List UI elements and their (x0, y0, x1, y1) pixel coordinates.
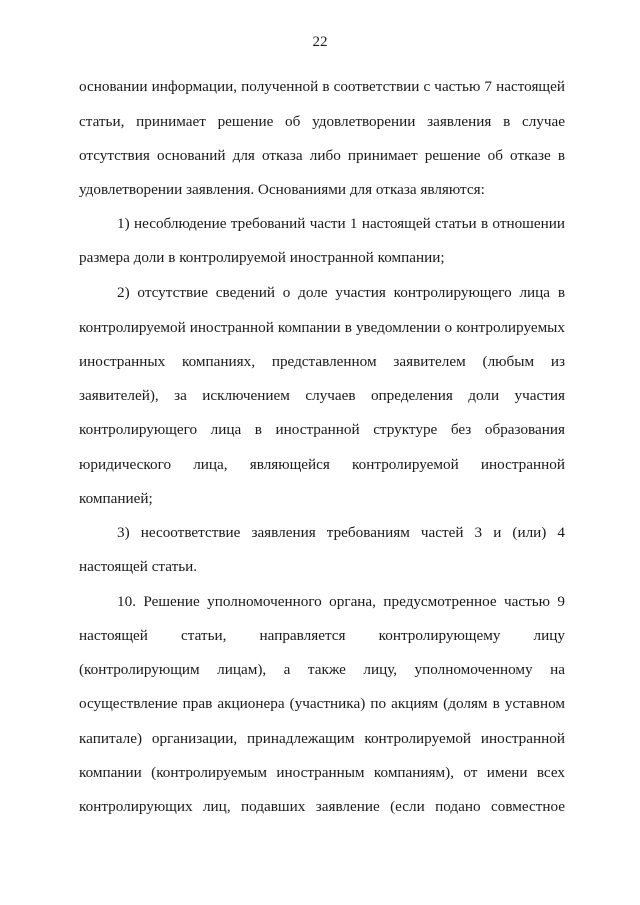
text-line: иностранных компаниях, представленном заявителем (любым из (79, 353, 565, 370)
text-line: контролирующего лица в иностранной структуре без образования (79, 421, 565, 438)
text-line: отсутствия оснований для отказа либо принимает решение об отказе в (79, 147, 565, 164)
text-line: (контролирующим лицам), а также лицу, уполномоченному на (79, 661, 565, 678)
text-line: контролирующих лиц, подавших заявление (если подано совместное (79, 798, 565, 815)
text-line: 10. Решение уполномоченного органа, предусмотренное частью 9 (117, 593, 565, 610)
text-line: компании (контролируемым иностранным компаниям), от имени всех (79, 764, 565, 781)
text-line: заявителей), за исключением случаев определения доли участия (79, 387, 565, 404)
text-line: настоящей статьи. (79, 558, 198, 575)
text-line: осуществление прав акционера (участника) по акциям (долям в уставном (79, 695, 565, 712)
text-line: статьи, принимает решение об удовлетворении заявления в случае (79, 113, 565, 130)
text-line: удовлетворении заявления. Основаниями для отказа являются: (79, 181, 485, 198)
text-line: размера доли в контролируемой иностранной компании; (79, 249, 445, 266)
text-line: основании информации, полученной в соответствии с частью 7 настоящей (79, 78, 565, 95)
text-line: юридического лица, являющейся контролируемой иностранной (79, 456, 565, 473)
text-line: настоящей статьи, направляется контролирующему лицу (79, 627, 565, 644)
text-line: 3) несоответствие заявления требованиям частей 3 и (или) 4 (117, 524, 565, 541)
text-line: 2) отсутствие сведений о доле участия контролирующего лица в (117, 284, 565, 301)
text-line: компанией; (79, 490, 153, 507)
page-number: 22 (312, 34, 328, 50)
text-line: 1) несоблюдение требований части 1 настоящей статьи в отношении (117, 215, 565, 232)
text-line: капитале) организации, принадлежащим контролируемой иностранной (79, 730, 565, 747)
text-line: контролируемой иностранной компании в уведомлении о контролируемых (79, 319, 565, 336)
